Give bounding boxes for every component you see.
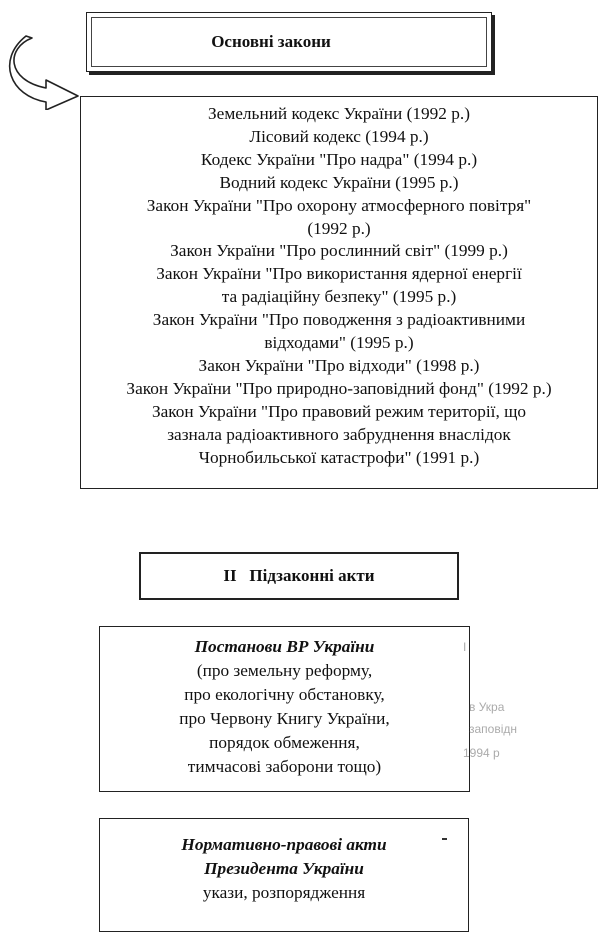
bylaws-title: II Підзаконні акти [223, 566, 375, 585]
resolutions-line: порядок обмеження, [209, 733, 360, 752]
law-item: Чорнобильської катастрофи" (1991 р.) [198, 447, 480, 467]
law-item: Кодекс України "Про надра" (1994 р.) [200, 149, 478, 169]
law-item: Водний кодекс України (1995 р.) [219, 172, 459, 192]
stamp-fragment: заповідн [469, 722, 518, 736]
resolutions-box [99, 626, 470, 792]
law-item: Закон України "Про охорону атмосферного повітря" [146, 195, 532, 215]
main-laws-list-box [80, 96, 598, 489]
bylaws-title-box [139, 552, 459, 600]
presidential-acts-heading: Нормативно-правові акти [181, 835, 387, 854]
law-item: Закон України "Про використання ядерної енергії [156, 264, 522, 284]
resolutions-line: тимчасові заборони тощо) [187, 757, 382, 776]
resolutions-line: про екологічну обстановку, [184, 685, 385, 704]
bleed-through-stamp [455, 630, 530, 780]
law-item: та радіаційну безпеку" (1995 р.) [221, 287, 457, 307]
resolutions-line: (про земельну реформу, [196, 661, 373, 680]
law-item: (1992 р.) [307, 218, 371, 238]
stamp-fragment: 1994 р [463, 746, 500, 760]
presidential-acts-detail: укази, розпорядження [202, 883, 366, 902]
resolutions-heading: Постанови ВР України [194, 637, 375, 656]
law-item: Закон України "Про поводження з радіоактивними [152, 310, 526, 330]
presidential-acts-box [99, 818, 469, 932]
law-item: Закон України "Про рослинний світ" (1999 р.) [170, 241, 508, 261]
main-laws-title-box [86, 12, 492, 72]
law-item: Земельний кодекс України (1992 р.) [208, 104, 470, 123]
law-item: Закон України "Про відходи" (1998 р.) [198, 355, 480, 375]
main-laws-title: Основні закони [211, 32, 331, 51]
stamp-fragment: I [463, 640, 467, 654]
presidential-acts-heading: Президента України [204, 859, 364, 878]
stamp-fragment: в Укра [469, 700, 505, 714]
law-item: Закон України "Про правовий режим території, що [151, 401, 527, 421]
law-item: відходами" (1995 р.) [264, 333, 414, 353]
law-item: зазнала радіоактивного забруднення внаслідок [167, 424, 511, 444]
curved-arrow-icon [2, 30, 92, 110]
law-item: Лісовий кодекс (1994 р.) [249, 126, 429, 146]
resolutions-line: про Червону Книгу України, [179, 709, 390, 728]
scan-mark [442, 838, 447, 840]
law-item: Закон України "Про природно-заповідний фонд" (1992 р.) [126, 378, 552, 398]
